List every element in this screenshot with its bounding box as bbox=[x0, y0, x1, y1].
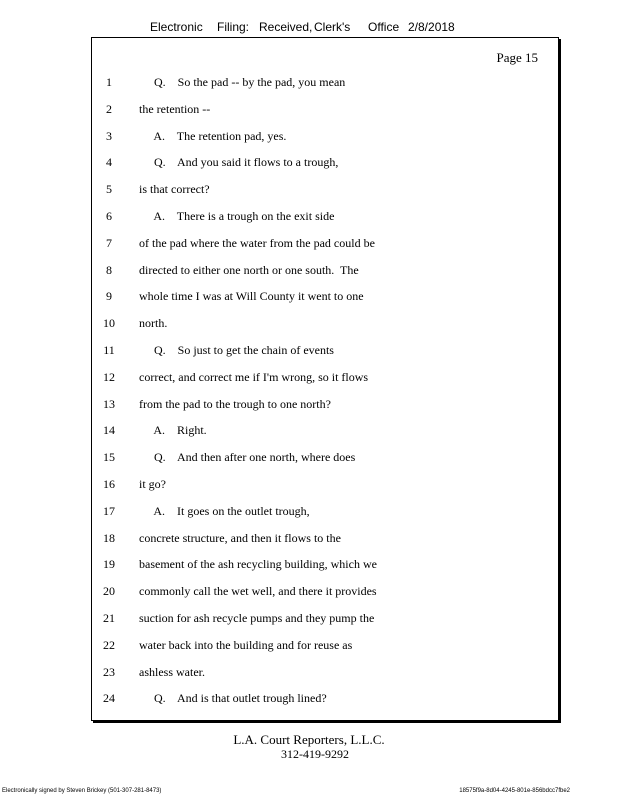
line-number: 16 bbox=[103, 477, 115, 491]
line-number: 2 bbox=[106, 101, 112, 116]
line-number: 21 bbox=[103, 611, 115, 625]
line-text: commonly call the wet well, and there it provides bbox=[139, 584, 377, 599]
transcript-line bbox=[92, 423, 558, 443]
line-text: Q. And you said it flows to a trough, bbox=[139, 155, 339, 170]
line-number: 10 bbox=[103, 316, 115, 331]
line-text: suction for ash recycle pumps and they pump the bbox=[139, 611, 375, 625]
line-text: Q. And then after one north, where does bbox=[139, 450, 356, 465]
transcript-line bbox=[92, 450, 558, 470]
transcript-line bbox=[92, 584, 558, 604]
header-electronic: Electronic bbox=[150, 20, 203, 34]
line-text: concrete structure, and then it flows to the bbox=[139, 530, 341, 545]
line-text: A. It goes on the outlet trough, bbox=[139, 503, 310, 518]
transcript-line bbox=[92, 182, 558, 202]
line-number: 9 bbox=[106, 289, 112, 304]
line-text: directed to either one north or one south. The bbox=[139, 262, 359, 277]
transcript-line bbox=[92, 75, 558, 95]
transcript-line bbox=[92, 102, 558, 122]
line-text: correct, and correct me if I'm wrong, so it flows bbox=[139, 369, 369, 384]
line-text: ashless water. bbox=[139, 664, 205, 679]
transcript-line bbox=[92, 531, 558, 551]
line-text: A. There is a trough on the exit side bbox=[139, 209, 335, 223]
line-text: is that correct? bbox=[139, 182, 210, 197]
transcript-line bbox=[92, 557, 558, 577]
transcript-line bbox=[92, 611, 558, 631]
transcript-line bbox=[92, 370, 558, 390]
transcript-line bbox=[92, 236, 558, 256]
line-number: 5 bbox=[106, 182, 112, 197]
line-number: 18 bbox=[103, 530, 115, 545]
electronic-signature: Electronically signed by Steven Brickey (501-307-281-8473) bbox=[2, 788, 162, 794]
transcript-line bbox=[92, 155, 558, 175]
reporter-firm: L.A. Court Reporters, L.L.C. bbox=[233, 732, 385, 747]
line-number: 1 bbox=[106, 75, 112, 89]
line-number: 6 bbox=[106, 209, 112, 223]
line-number: 14 bbox=[103, 423, 115, 438]
line-number: 24 bbox=[103, 691, 115, 706]
line-text: basement of the ash recycling building, which we bbox=[139, 557, 377, 572]
line-text: north. bbox=[139, 316, 168, 331]
header-date: 2/8/2018 bbox=[408, 20, 455, 34]
transcript-line bbox=[92, 477, 558, 497]
line-number: 15 bbox=[103, 450, 115, 465]
line-number: 20 bbox=[103, 584, 115, 599]
line-number: 11 bbox=[103, 343, 115, 357]
transcript-line bbox=[92, 263, 558, 283]
line-text: whole time I was at Will County it went to one bbox=[139, 289, 364, 304]
line-number: 3 bbox=[106, 128, 112, 143]
transcript-line bbox=[92, 316, 558, 336]
line-number: 8 bbox=[106, 262, 112, 277]
transcript-line bbox=[92, 289, 558, 309]
line-text: A. Right. bbox=[139, 423, 207, 438]
transcript-page bbox=[91, 37, 559, 721]
transcript-line bbox=[92, 129, 558, 149]
line-text: it go? bbox=[139, 477, 166, 491]
line-number: 13 bbox=[103, 396, 115, 411]
line-text: water back into the building and for reuse as bbox=[139, 637, 353, 652]
transcript-line bbox=[92, 504, 558, 524]
header-filing: Filing: bbox=[217, 20, 250, 34]
line-number: 4 bbox=[106, 155, 112, 170]
line-text: the retention -- bbox=[139, 101, 211, 116]
line-text: Q. And is that outlet trough lined? bbox=[139, 691, 327, 706]
header-office: Office bbox=[368, 20, 400, 34]
line-text: A. The retention pad, yes. bbox=[139, 128, 287, 143]
line-text: Q. So just to get the chain of events bbox=[139, 343, 334, 357]
line-number: 19 bbox=[103, 557, 115, 572]
header-received: Received, bbox=[259, 20, 313, 34]
transcript-line bbox=[92, 209, 558, 229]
transcript-line bbox=[92, 665, 558, 685]
line-text: Q. So the pad -- by the pad, you mean bbox=[139, 75, 346, 89]
transcript-line bbox=[92, 397, 558, 417]
transcript-line bbox=[92, 343, 558, 363]
line-number: 17 bbox=[103, 503, 115, 518]
line-number: 22 bbox=[103, 637, 115, 652]
header-clerks: Clerk's bbox=[314, 20, 351, 34]
line-number: 7 bbox=[106, 235, 112, 250]
line-number: 12 bbox=[103, 369, 115, 384]
line-text: of the pad where the water from the pad could be bbox=[139, 235, 375, 250]
transcript-line bbox=[92, 691, 558, 711]
document-hash: 18575f9a-8d04-4245-801e-856bdcc7fbe2 bbox=[459, 788, 570, 794]
transcript-line bbox=[92, 638, 558, 658]
reporter-phone: 312-419-9292 bbox=[281, 747, 349, 761]
line-text: from the pad to the trough to one north? bbox=[139, 396, 331, 411]
line-number: 23 bbox=[103, 664, 115, 679]
page-number: Page 15 bbox=[496, 50, 538, 65]
